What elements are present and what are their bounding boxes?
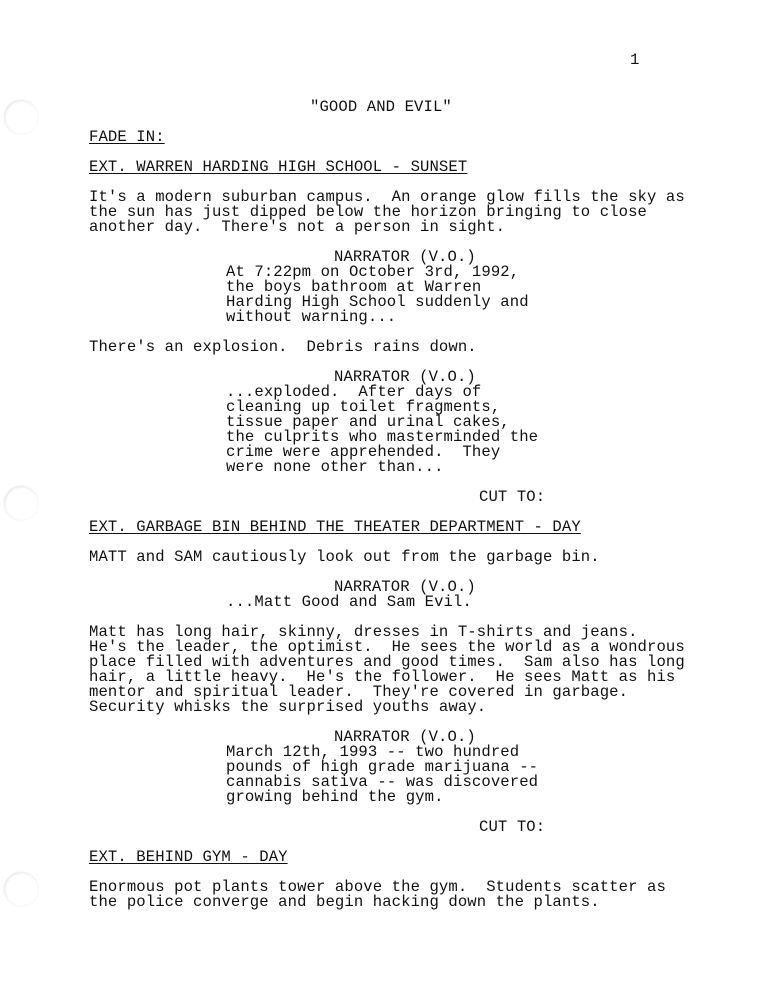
action-line: Matt has long hair, skinny, dresses in T-shirts and jeans. xyxy=(89,623,638,641)
scene-heading: EXT. BEHIND GYM - DAY xyxy=(89,848,288,866)
character-cue: NARRATOR (V.O.) xyxy=(334,248,476,266)
page-number: 1 xyxy=(630,51,640,69)
action-line: There's an explosion. Debris rains down. xyxy=(89,338,477,356)
action-line: another day. There's not a person in sight. xyxy=(89,218,506,236)
dialogue-line: growing behind the gym. xyxy=(226,788,444,806)
character-cue: NARRATOR (V.O.) xyxy=(334,578,476,596)
action-line: place filled with adventures and good times. Sam also has long xyxy=(89,653,685,671)
action-line: mentor and spiritual leader. They're covered in garbage. xyxy=(89,683,629,701)
dialogue-line: tissue paper and urinal cakes, xyxy=(226,413,510,431)
dialogue-line: At 7:22pm on October 3rd, 1992, xyxy=(226,263,520,281)
dialogue-line: cannabis sativa -- was discovered xyxy=(226,773,539,791)
dialogue-line: without warning... xyxy=(226,308,397,326)
punch-hole xyxy=(4,872,38,906)
action-line: hair, a little heavy. He's the follower. He sees Matt as his xyxy=(89,668,676,686)
dialogue-line: ...exploded. After days of xyxy=(226,383,482,401)
action-line: Enormous pot plants tower above the gym. Students scatter as xyxy=(89,878,666,896)
action-line: Security whisks the surprised youths away. xyxy=(89,698,487,716)
action-line: He's the leader, the optimist. He sees the world as a wondrous xyxy=(89,638,685,656)
character-cue: NARRATOR (V.O.) xyxy=(334,728,476,746)
dialogue-line: cleaning up toilet fragments, xyxy=(226,398,501,416)
dialogue-line: March 12th, 1993 -- two hundred xyxy=(226,743,520,761)
dialogue-line: the boys bathroom at Warren xyxy=(226,278,482,296)
dialogue-line: were none other than... xyxy=(226,458,444,476)
action-line: MATT and SAM cautiously look out from the garbage bin. xyxy=(89,548,600,566)
scene-heading: EXT. WARREN HARDING HIGH SCHOOL - SUNSET xyxy=(89,158,468,176)
punch-hole xyxy=(4,100,38,134)
dialogue-line: pounds of high grade marijuana -- xyxy=(226,758,539,776)
transition-fade-in: FADE IN: xyxy=(89,128,165,146)
transition-cut-to: CUT TO: xyxy=(479,818,546,836)
character-cue: NARRATOR (V.O.) xyxy=(334,368,476,386)
dialogue-line: the culprits who masterminded the xyxy=(226,428,539,446)
punch-hole xyxy=(4,486,38,520)
scene-heading: EXT. GARBAGE BIN BEHIND THE THEATER DEPARTMENT - DAY xyxy=(89,518,581,536)
transition-cut-to: CUT TO: xyxy=(479,488,546,506)
dialogue-line: ...Matt Good and Sam Evil. xyxy=(226,593,472,611)
dialogue-line: crime were apprehended. They xyxy=(226,443,501,461)
dialogue-line: Harding High School suddenly and xyxy=(226,293,529,311)
script-title: "GOOD AND EVIL" xyxy=(310,98,452,116)
action-line: It's a modern suburban campus. An orange glow fills the sky as xyxy=(89,188,685,206)
action-line: the sun has just dipped below the horizon bringing to close xyxy=(89,203,648,221)
action-line: the police converge and begin hacking down the plants. xyxy=(89,893,600,911)
